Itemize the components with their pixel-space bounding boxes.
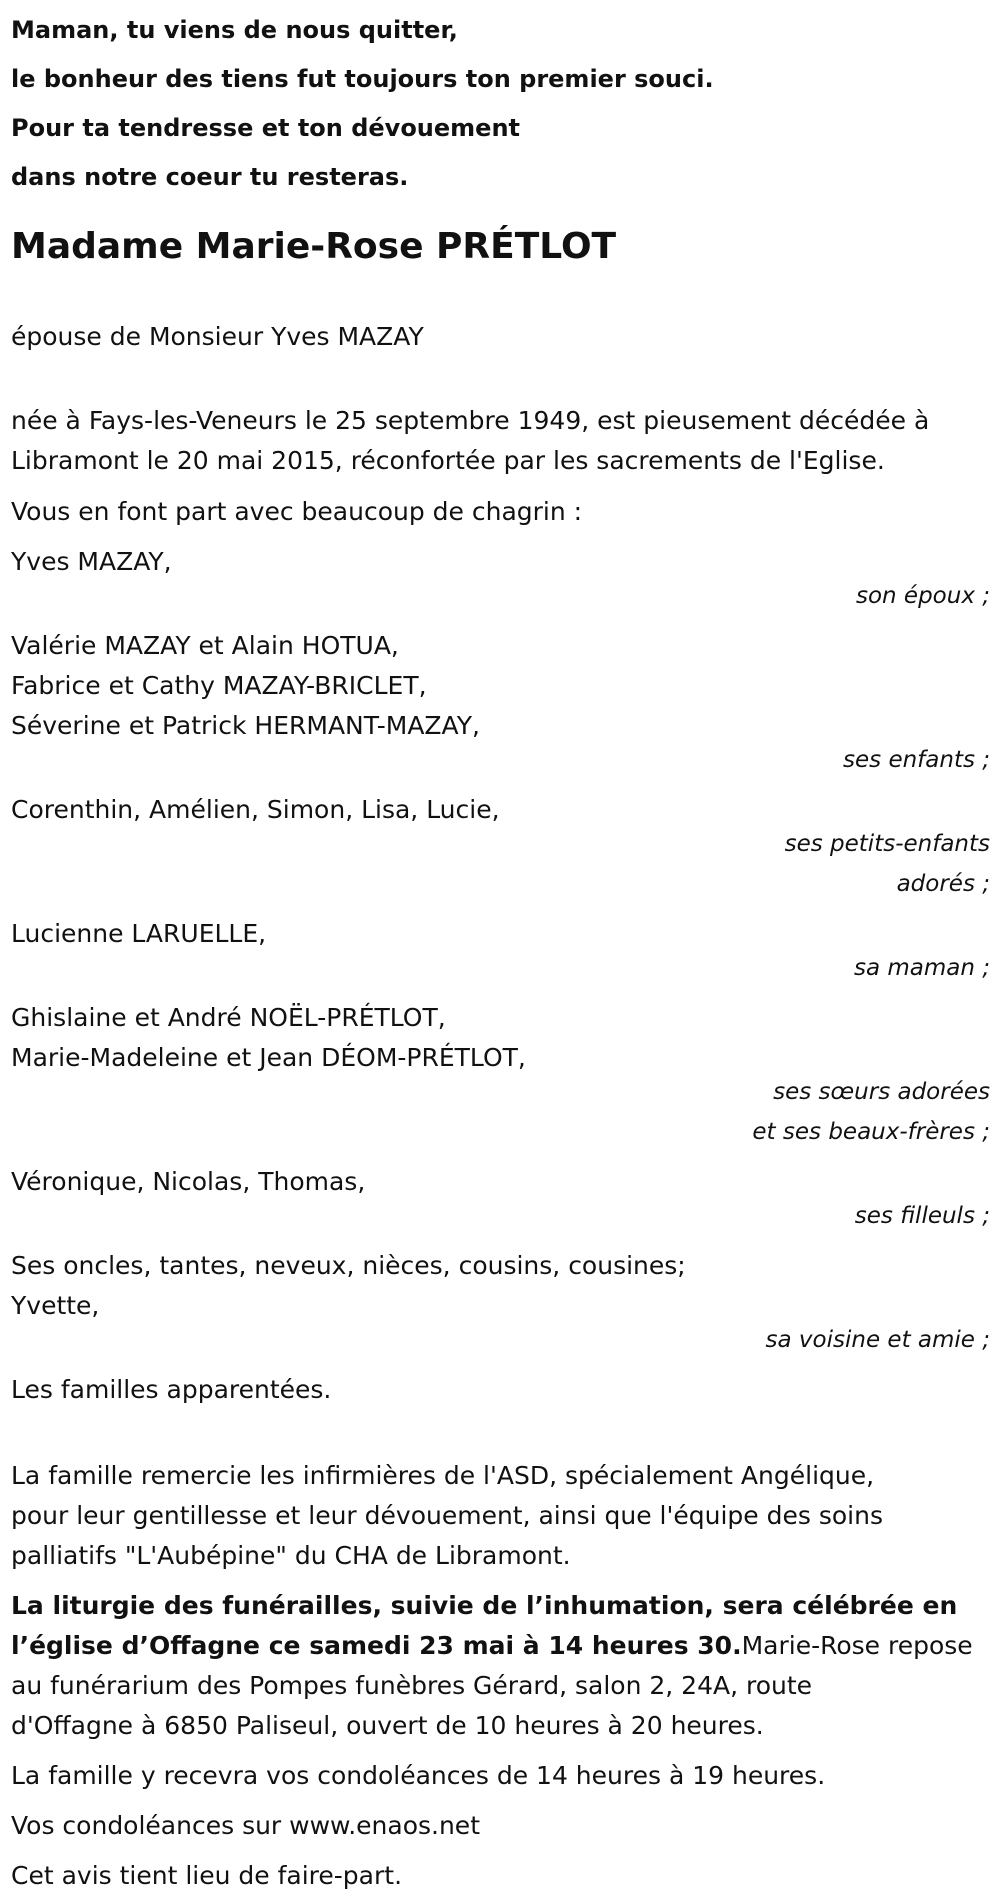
- funeral-line-2: [11, 1626, 993, 1666]
- condolences-hours: La famille y recevra vos condoléances de 14 heures à 19 heures.: [11, 1761, 826, 1790]
- family-group-extended: [11, 1246, 993, 1360]
- poem: [11, 6, 993, 202]
- family-member: Ghislaine et André NOËL-PRÉTLOT,: [11, 1003, 446, 1032]
- relation-line: son époux ;: [855, 583, 990, 609]
- family-group-grandchildren: [11, 790, 993, 904]
- family-group-mother: [11, 914, 993, 988]
- family-relation: [11, 576, 993, 616]
- relation-line: et ses beaux-frères ;: [752, 1119, 990, 1145]
- family-member: Lucienne LARUELLE,: [11, 919, 267, 948]
- birth-death-line-1: née à Fays-les-Veneurs le 25 septembre 1949, est pieusement décédée à: [11, 406, 930, 435]
- family-members: [11, 1246, 993, 1326]
- deceased-name: Madame Marie-Rose PRÉTLOT: [11, 226, 617, 267]
- funeral-bold-2: l’église d’Offagne ce samedi 23 mai à 14 heures 30.: [11, 1631, 742, 1660]
- family-member: Marie-Madeleine et Jean DÉOM-PRÉTLOT,: [11, 1043, 526, 1072]
- family-group-godchildren: [11, 1162, 993, 1236]
- funeral-line-1: [11, 1586, 993, 1626]
- relation-line: ses sœurs adorées: [773, 1079, 990, 1105]
- family-members: [11, 626, 993, 746]
- family-relation: [11, 1320, 993, 1360]
- family-group-children: [11, 626, 993, 780]
- birth-death-line-2: Libramont le 20 mai 2015, réconfortée par les sacrements de l'Eglise.: [11, 446, 885, 475]
- relation-line: sa maman ;: [853, 955, 990, 981]
- family-group-sisters: [11, 998, 993, 1152]
- funeral-line-2-rest: Marie-Rose repose: [741, 1631, 973, 1660]
- relation-line: ses enfants ;: [843, 747, 990, 773]
- family-member: Yvette,: [11, 1291, 100, 1320]
- family-member: Fabrice et Cathy MAZAY-BRICLET,: [11, 671, 427, 700]
- poem-line-2: le bonheur des tiens fut toujours ton premier souci.: [11, 65, 714, 93]
- family-relation: [11, 1196, 993, 1236]
- funeral-line-4: d'Offagne à 6850 Paliseul, ouvert de 10 heures à 20 heures.: [11, 1711, 764, 1740]
- family-relation: [11, 740, 993, 780]
- related-families: Les familles apparentées.: [11, 1375, 332, 1404]
- family-member: Séverine et Patrick HERMANT-MAZAY,: [11, 711, 480, 740]
- family-member: Ses oncles, tantes, neveux, nièces, cousins, cousines;: [11, 1251, 686, 1280]
- funeral-paragraph: [11, 1586, 993, 1746]
- family-member: Valérie MAZAY et Alain HOTUA,: [11, 631, 399, 660]
- family-list: [11, 542, 993, 1410]
- spouse-line: épouse de Monsieur Yves MAZAY: [11, 322, 424, 351]
- family-members: [11, 998, 993, 1078]
- relation-line: ses filleuls ;: [854, 1203, 990, 1229]
- family-relation: [11, 948, 993, 988]
- condolences-web: Vos condoléances sur www.enaos.net: [11, 1811, 480, 1840]
- relation-line: ses petits-enfants: [784, 831, 990, 857]
- poem-line-1: Maman, tu viens de nous quitter,: [11, 16, 458, 44]
- thanks-paragraph: [11, 1456, 993, 1576]
- funeral-line-3: au funérarium des Pompes funèbres Gérard, salon 2, 24A, route: [11, 1671, 813, 1700]
- relation-line: sa voisine et amie ;: [765, 1327, 990, 1353]
- relation-line: adorés ;: [896, 871, 990, 897]
- thanks-line-2: pour leur gentillesse et leur dévouement, ainsi que l'équipe des soins: [11, 1501, 883, 1530]
- thanks-line-1: La famille remercie les infirmières de l'ASD, spécialement Angélique,: [11, 1461, 875, 1490]
- obituary-content: [11, 6, 993, 1896]
- funeral-bold-1: La liturgie des funérailles, suivie de l’inhumation, sera célébrée en: [11, 1591, 958, 1620]
- thanks-line-3: palliatifs "L'Aubépine" du CHA de Libramont.: [11, 1541, 571, 1570]
- family-member: Corenthin, Amélien, Simon, Lisa, Lucie,: [11, 795, 500, 824]
- birth-death-paragraph: [11, 401, 993, 481]
- poem-line-3: Pour ta tendresse et ton dévouement: [11, 114, 521, 142]
- closing-note: Cet avis tient lieu de faire-part.: [11, 1861, 403, 1890]
- poem-line-4: dans notre coeur tu resteras.: [11, 163, 409, 191]
- family-relation: [11, 1072, 993, 1152]
- announcement-intro: Vous en font part avec beaucoup de chagrin :: [11, 497, 583, 526]
- family-relation: [11, 824, 993, 904]
- family-member: Yves MAZAY,: [11, 547, 172, 576]
- family-group-spouse: [11, 542, 993, 616]
- family-member: Véronique, Nicolas, Thomas,: [11, 1167, 366, 1196]
